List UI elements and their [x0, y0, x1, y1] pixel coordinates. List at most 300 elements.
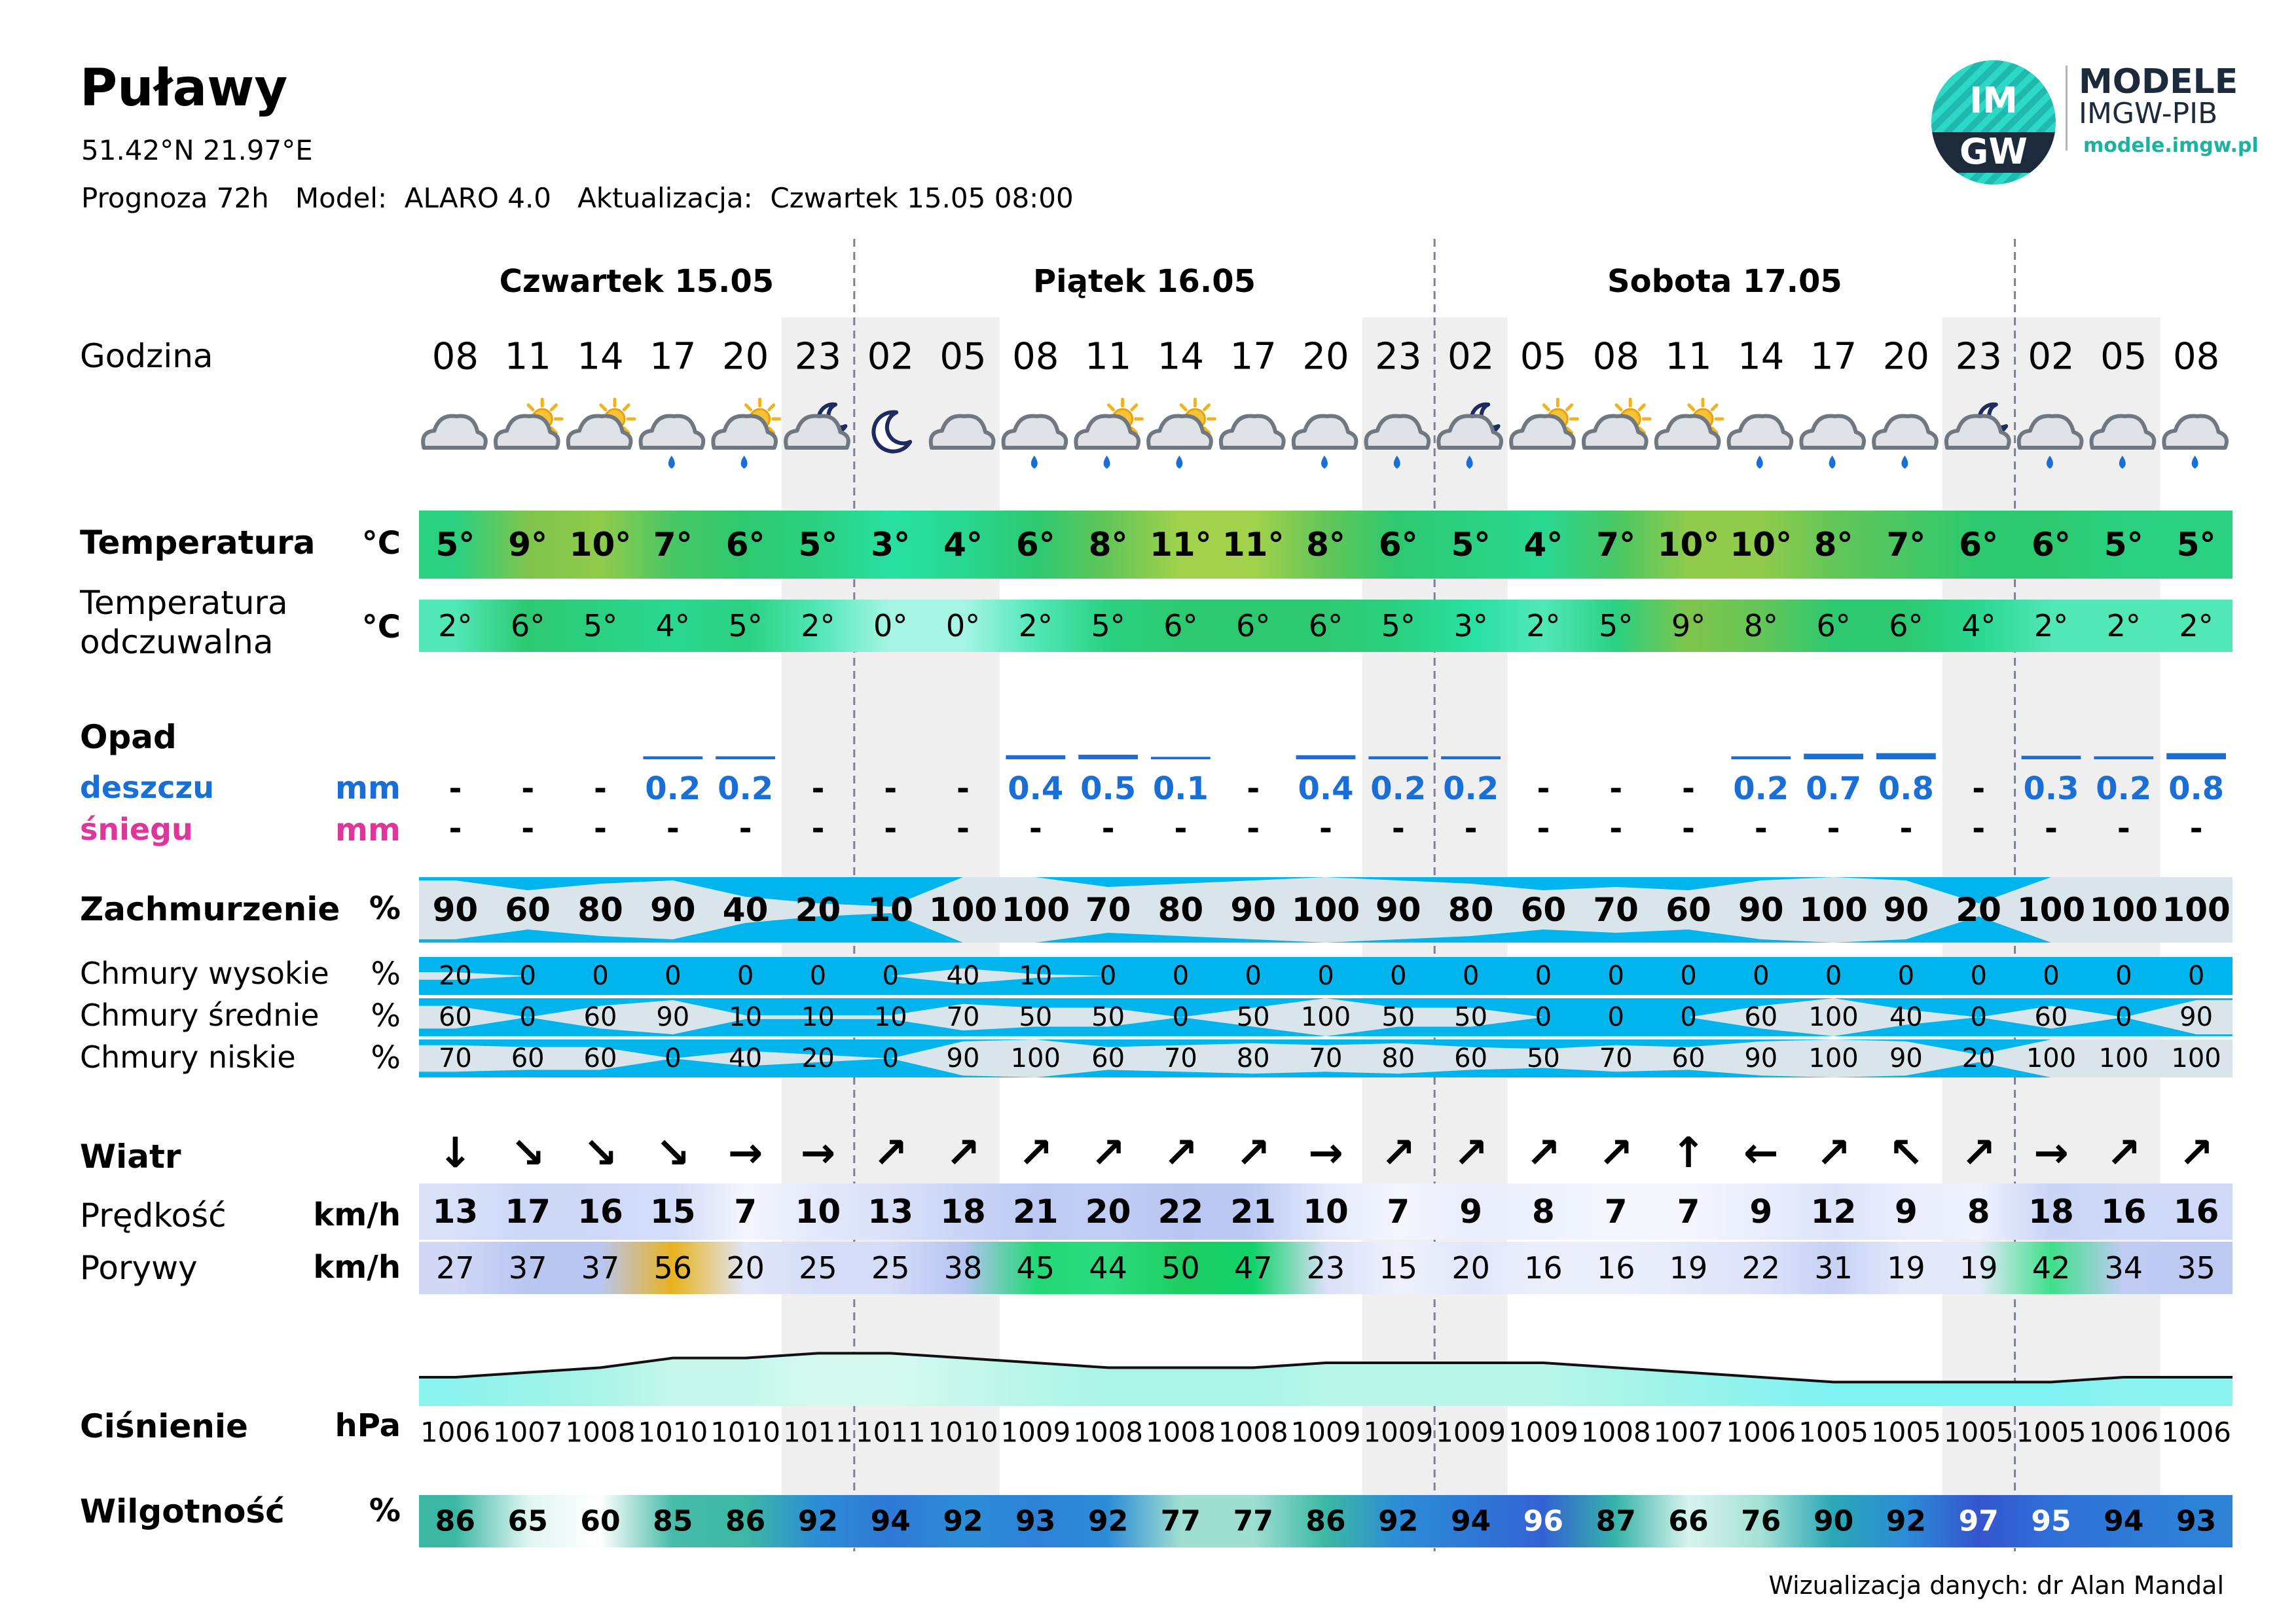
gusts-value: 31 — [1814, 1250, 1853, 1286]
hour-label: 05 — [939, 335, 987, 378]
pressure-value: 1005 — [2016, 1416, 2086, 1449]
wind-arrow-icon: ↘ — [510, 1129, 546, 1178]
cloud-high-value: 0 — [1390, 961, 1407, 991]
wind-speed-value: 17 — [505, 1193, 551, 1231]
humidity-value: 77 — [1233, 1504, 1273, 1538]
day-title: Sobota 17.05 — [1607, 263, 1842, 300]
weather-cloud-icon — [1221, 416, 1284, 448]
weather-cloud-rain-icon — [1801, 416, 1864, 469]
weather-cloud-icon — [423, 416, 486, 448]
weather-cloud-rain-icon — [2164, 416, 2227, 469]
sun-ray — [1205, 405, 1209, 410]
snow-value: - — [2117, 810, 2130, 847]
temperature-value: 8° — [1813, 526, 1853, 564]
label-snow: śniegu — [80, 812, 193, 847]
cloud-high-value: 0 — [2187, 961, 2205, 991]
feels-like-value: 5° — [583, 608, 618, 643]
forecast-meta: Prognoza 72h Model: ALARO 4.0 Aktualizacja: Czwartek 15.05 08:00 — [81, 182, 1074, 214]
cloud-low-value: 50 — [1526, 1043, 1560, 1074]
label-feels-like-2: odczuwalna — [80, 623, 274, 661]
gusts-value: 45 — [1016, 1250, 1055, 1286]
pressure-value: 1008 — [1218, 1416, 1288, 1449]
hour-label: 20 — [721, 335, 769, 378]
weather-cloud-rain-icon — [1874, 416, 1937, 469]
gusts-value: 37 — [581, 1250, 620, 1286]
wind-arrow-icon: ↗ — [2105, 1129, 2141, 1178]
gusts-value: 37 — [508, 1250, 547, 1286]
pressure-value: 1005 — [1943, 1416, 2014, 1449]
unit-gusts: km/h — [313, 1249, 401, 1286]
feels-like-value: 6° — [1236, 608, 1271, 643]
unit-cloud-mid: % — [371, 998, 401, 1034]
cloud-high-value: 0 — [1970, 961, 1987, 991]
cloud-high-value: 0 — [2043, 961, 2060, 991]
cloud-shape — [2164, 416, 2227, 448]
wind-arrow-icon: ↗ — [1090, 1129, 1126, 1178]
cloud-low-value: 100 — [2171, 1043, 2221, 1074]
snow-value: - — [594, 810, 607, 847]
coordinates: 51.42°N 21.97°E — [81, 134, 313, 166]
hour-label: 08 — [2172, 335, 2220, 378]
snow-value: - — [1827, 810, 1840, 847]
feels-like-value: 5° — [728, 608, 763, 643]
wind-speed-value: 7 — [1604, 1193, 1628, 1231]
cloud-mid-value: 0 — [1680, 1002, 1697, 1032]
cloud-total-value: 100 — [1799, 891, 1868, 929]
cloud-mid-value: 60 — [583, 1002, 617, 1032]
hour-label: 02 — [867, 335, 914, 378]
rain-bar — [716, 756, 775, 759]
wind-speed-value: 8 — [1532, 1193, 1555, 1231]
feels-like-value: 4° — [1961, 608, 1996, 643]
cloud-high-value: 0 — [1462, 961, 1480, 991]
cloud-low-value: 90 — [946, 1043, 980, 1074]
wind-speed-value: 7 — [1387, 1193, 1410, 1231]
humidity-value: 94 — [870, 1504, 911, 1538]
wind-arrow-icon: ↗ — [1598, 1129, 1634, 1178]
cloud-shape — [1801, 416, 1864, 448]
sun-ray — [746, 405, 750, 410]
temperature-value: 7° — [653, 526, 693, 564]
hour-label: 05 — [1520, 335, 1567, 378]
pressure-value: 1009 — [1290, 1416, 1361, 1449]
wind-speed-value: 13 — [867, 1193, 913, 1231]
rain-value: - — [1682, 770, 1695, 807]
humidity-value: 92 — [1087, 1504, 1129, 1538]
pressure-value: 1011 — [782, 1416, 853, 1449]
hour-label: 17 — [1230, 335, 1277, 378]
temperature-value: 10° — [569, 526, 632, 564]
rain-value: 0.2 — [1733, 770, 1789, 807]
snow-value: - — [1029, 810, 1042, 847]
humidity-value: 86 — [725, 1504, 766, 1538]
wind-speed-value: 18 — [940, 1193, 986, 1231]
wind-speed-value: 16 — [577, 1193, 623, 1231]
sun-ray — [528, 405, 533, 410]
cloud-mid-value: 50 — [1454, 1002, 1488, 1032]
cloud-high-value: 40 — [946, 961, 980, 991]
feels-like-value: 0° — [873, 608, 908, 643]
rain-value: - — [957, 770, 970, 807]
cloud-low-value: 100 — [2026, 1043, 2077, 1074]
pressure-value: 1008 — [1580, 1416, 1651, 1449]
rain-drop — [668, 456, 675, 469]
cloud-mid-value: 50 — [1091, 1002, 1125, 1032]
cloud-total-value: 90 — [432, 891, 479, 929]
feels-like-value: 2° — [1526, 608, 1561, 643]
snow-value: - — [2045, 810, 2058, 847]
temperature-value: 3° — [871, 526, 911, 564]
logo-subtitle: IMGW-PIB — [2079, 97, 2218, 130]
cloud-total-value: 80 — [1157, 891, 1204, 929]
weather-cloud-rain-icon — [1729, 416, 1792, 469]
rain-value: - — [811, 770, 825, 807]
gusts-value: 44 — [1089, 1250, 1127, 1286]
temperature-value: 6° — [725, 526, 765, 564]
cloud-total-value: 90 — [1376, 891, 1421, 929]
city-title: Puławy — [80, 59, 288, 118]
pressure-value: 1011 — [855, 1416, 926, 1449]
wind-speed-value: 20 — [1085, 1193, 1131, 1231]
feels-like-value: 2° — [1018, 608, 1053, 643]
rain-bar — [1731, 756, 1791, 759]
cloud-shape — [1874, 416, 1937, 448]
label-cloud-mid: Chmury średnie — [80, 998, 319, 1033]
cloud-shape — [1729, 416, 1792, 448]
cloud-low-value: 60 — [1091, 1043, 1125, 1074]
cloud-shape — [423, 416, 486, 448]
gusts-value: 27 — [436, 1250, 475, 1286]
cloud-high-value: 0 — [1897, 961, 1915, 991]
weather-partly-sunny-rain-icon — [1148, 399, 1214, 469]
pressure-value: 1010 — [928, 1416, 998, 1449]
temperature-value: 6° — [1015, 526, 1055, 564]
pressure-value: 1007 — [492, 1416, 563, 1449]
rain-value: - — [1972, 770, 1986, 807]
wind-speed-value: 7 — [734, 1193, 757, 1231]
rain-value: 0.2 — [645, 770, 701, 807]
cloud-high-value: 0 — [1535, 961, 1552, 991]
snow-value: - — [1464, 810, 1478, 847]
unit-rain: mm — [335, 770, 401, 806]
humidity-value: 86 — [435, 1504, 476, 1538]
rain-bar — [1368, 756, 1428, 759]
temperature-value: 11° — [1222, 526, 1285, 564]
unit-feels-like: °C — [361, 609, 401, 645]
hour-label: 08 — [431, 335, 479, 378]
weather-partly-sunny-icon — [568, 399, 634, 448]
wind-speed-value: 10 — [795, 1193, 841, 1231]
temperature-value: 9° — [508, 526, 548, 564]
gusts-value: 25 — [799, 1250, 837, 1286]
cloud-total-value: 100 — [2162, 891, 2231, 929]
label-temperature: Temperatura — [80, 524, 316, 562]
logo-circle-bottom-text: GW — [1959, 131, 2028, 172]
sun-ray — [624, 405, 629, 410]
gusts-value: 22 — [1741, 1250, 1781, 1286]
wind-speed-value: 8 — [1967, 1193, 1990, 1231]
wind-speed-value: 16 — [2101, 1193, 2147, 1231]
cloud-high-value: 0 — [519, 961, 536, 991]
temperature-value: 7° — [1886, 526, 1926, 564]
snow-value: - — [884, 810, 898, 847]
humidity-value: 95 — [2031, 1504, 2071, 1538]
cloud-total-value: 90 — [650, 891, 696, 929]
rain-bar — [2022, 756, 2081, 759]
hour-label: 20 — [1302, 335, 1349, 378]
wind-speed-value: 15 — [650, 1193, 696, 1231]
gusts-value: 50 — [1161, 1250, 1200, 1286]
cloud-mid-value: 50 — [1236, 1002, 1270, 1032]
temperature-value: 8° — [1088, 526, 1128, 564]
rain-bar — [1876, 753, 1936, 759]
rain-bar — [1804, 753, 1863, 759]
weather-cloud-rain-icon — [1294, 416, 1357, 469]
cloud-mid-value: 0 — [1535, 1002, 1552, 1032]
cloud-total-value: 100 — [928, 891, 998, 929]
snow-value: - — [811, 810, 825, 847]
hour-label: 20 — [1882, 335, 1930, 378]
cloud-low-value: 100 — [1010, 1043, 1061, 1074]
gusts-value: 15 — [1379, 1250, 1418, 1286]
cloud-high-value: 0 — [1680, 961, 1697, 991]
day-title: Czwartek 15.05 — [499, 263, 774, 300]
temperature-value: 7° — [1596, 526, 1636, 564]
hour-label: 05 — [2100, 335, 2147, 378]
cloud-mid-value: 10 — [801, 1002, 835, 1032]
cloud-high-value: 0 — [665, 961, 682, 991]
hour-label: 11 — [1084, 335, 1132, 378]
unit-cloud-high: % — [371, 956, 401, 992]
feels-like-value: 6° — [1889, 608, 1923, 643]
humidity-value: 60 — [580, 1504, 621, 1538]
snow-value: - — [1972, 810, 1986, 847]
pressure-value: 1009 — [1508, 1416, 1578, 1449]
snow-value: - — [1247, 810, 1260, 847]
wind-arrow-icon: ↗ — [1453, 1129, 1489, 1178]
cloud-low-value: 90 — [1744, 1043, 1778, 1074]
pressure-value: 1005 — [1798, 1416, 1869, 1449]
humidity-value: 65 — [507, 1504, 548, 1538]
sun-ray — [1567, 405, 1572, 410]
wind-arrow-icon: ↗ — [1380, 1129, 1416, 1178]
cloud-low-value: 60 — [583, 1043, 617, 1074]
wind-speed-value: 13 — [432, 1193, 479, 1231]
rain-bar — [1441, 756, 1501, 759]
wind-arrow-icon: → — [800, 1129, 836, 1178]
hour-label: 11 — [1665, 335, 1712, 378]
rain-bar — [2094, 756, 2153, 759]
logo-title: MODELE — [2079, 62, 2238, 101]
weather-partly-sunny-rain-icon — [1076, 399, 1142, 469]
cloud-low-value: 70 — [1163, 1043, 1197, 1074]
rain-value: 0.2 — [2096, 770, 2152, 807]
sun-ray — [601, 405, 606, 410]
label-rain: deszczu — [80, 770, 215, 805]
sun-ray — [769, 405, 774, 410]
weather-partly-sunny-icon — [1511, 399, 1577, 448]
cloud-shape — [1004, 416, 1066, 448]
rain-value: 0.2 — [718, 770, 774, 807]
feels-like-value: 2° — [801, 608, 835, 643]
humidity-value: 86 — [1305, 1504, 1346, 1538]
wind-arrow-icon: ↗ — [1961, 1129, 1997, 1178]
rain-drop — [1104, 456, 1110, 469]
day-title: Piątek 16.05 — [1033, 263, 1256, 300]
cloud-high-value: 20 — [438, 961, 472, 991]
wind-speed-value: 9 — [1749, 1193, 1773, 1231]
wind-speed-value: 18 — [2028, 1193, 2074, 1231]
sun-ray — [1689, 405, 1694, 410]
rain-value: - — [884, 770, 898, 807]
cloud-low-value: 20 — [1961, 1043, 1995, 1074]
rain-value: - — [521, 770, 535, 807]
cloud-total-value: 60 — [1520, 891, 1567, 929]
wind-arrow-icon: ↗ — [1235, 1129, 1271, 1178]
cloud-low-value: 70 — [438, 1043, 472, 1074]
pressure-value: 1005 — [1870, 1416, 1941, 1449]
rain-bar — [1151, 757, 1211, 759]
gusts-value: 25 — [871, 1250, 910, 1286]
feels-like-value: 4° — [655, 608, 690, 643]
cloud-total-value: 90 — [1738, 891, 1784, 929]
cloud-high-value: 0 — [1245, 961, 1262, 991]
rain-drop — [1901, 456, 1908, 469]
pressure-value: 1006 — [1726, 1416, 1796, 1449]
temperature-value: 11° — [1150, 526, 1212, 564]
cloud-low-value: 90 — [1889, 1043, 1923, 1074]
gusts-value: 16 — [1596, 1250, 1635, 1286]
cloud-total-value: 80 — [1448, 891, 1494, 929]
cloud-mid-value: 90 — [656, 1002, 690, 1032]
pressure-value: 1007 — [1653, 1416, 1724, 1449]
cloud-total-value: 60 — [505, 891, 551, 929]
temperature-value: 10° — [1730, 526, 1793, 564]
cloud-total-value: 70 — [1593, 891, 1639, 929]
rain-value: 0.2 — [1370, 770, 1427, 807]
weather-cloud-rain-icon — [641, 416, 704, 469]
wind-arrow-icon: ← — [1743, 1129, 1779, 1178]
feels-like-value: 2° — [438, 608, 473, 643]
wind-arrow-icon: ↗ — [873, 1129, 909, 1178]
rain-value: 0.8 — [1878, 770, 1934, 807]
humidity-value: 93 — [2176, 1504, 2217, 1538]
wind-arrow-icon: ↗ — [1017, 1129, 1053, 1178]
rain-value: 0.3 — [2023, 770, 2079, 807]
cloud-low-value: 100 — [2098, 1043, 2149, 1074]
gusts-value: 19 — [1887, 1250, 1925, 1286]
snow-value: - — [521, 810, 535, 847]
humidity-value: 76 — [1741, 1504, 1781, 1538]
unit-cloud-total: % — [369, 890, 401, 927]
weather-cloud-rain-icon — [1004, 416, 1066, 469]
footer-credit: Wizualizacja danych: dr Alan Mandal — [1768, 1571, 2224, 1600]
humidity-value: 77 — [1160, 1504, 1201, 1538]
label-pressure: Ciśnienie — [80, 1407, 248, 1445]
rain-bar — [1006, 755, 1065, 759]
cloud-shape — [1294, 416, 1357, 448]
feels-like-value: 5° — [1381, 608, 1415, 643]
temperature-value: 5° — [798, 526, 838, 564]
pressure-value: 1009 — [1000, 1416, 1071, 1449]
gusts-value: 16 — [1524, 1250, 1563, 1286]
wind-arrow-icon: ↖ — [1888, 1129, 1924, 1178]
gusts-value: 23 — [1306, 1250, 1345, 1286]
wind-speed-value: 9 — [1895, 1193, 1918, 1231]
cloud-mid-value: 0 — [1172, 1002, 1190, 1032]
rain-value: 0.4 — [1298, 770, 1354, 807]
feels-like-value: 0° — [945, 608, 981, 643]
gusts-value: 42 — [2032, 1250, 2071, 1286]
wind-speed-value: 21 — [1230, 1193, 1276, 1231]
rain-value: 0.1 — [1152, 770, 1209, 807]
logo-circle-top-text: IM — [1969, 80, 2018, 121]
rain-value: 0.8 — [2168, 770, 2225, 807]
pressure-value: 1008 — [1073, 1416, 1144, 1449]
snow-value: - — [1899, 810, 1913, 847]
cloud-low-value: 80 — [1236, 1043, 1270, 1074]
feels-like-value: 6° — [1308, 608, 1343, 643]
logo-url[interactable]: modele.imgw.pl — [2083, 134, 2259, 157]
unit-pressure: hPa — [335, 1407, 401, 1444]
rain-value: - — [1247, 770, 1260, 807]
rain-drop — [2192, 456, 2198, 469]
cloud-total-value: 10 — [867, 891, 913, 929]
humidity-value: 85 — [653, 1504, 693, 1538]
temperature-value: 4° — [943, 526, 983, 564]
temperature-value: 5° — [2104, 526, 2143, 564]
hour-label: 23 — [1375, 335, 1422, 378]
label-hour: Godzina — [80, 337, 213, 375]
gusts-value: 35 — [2177, 1250, 2215, 1286]
sun-ray — [1544, 405, 1548, 410]
rain-bar — [643, 756, 702, 759]
humidity-value: 87 — [1595, 1504, 1636, 1538]
hour-label: 02 — [2028, 335, 2075, 378]
feels-like-value: 2° — [2179, 608, 2214, 643]
temperature-value: 5° — [1451, 526, 1491, 564]
cloud-total-value: 90 — [1230, 891, 1276, 929]
cloud-shape — [641, 416, 704, 448]
cloud-mid-value: 50 — [1381, 1002, 1415, 1032]
cloud-total-value: 100 — [1001, 891, 1070, 929]
cloud-mid-value: 70 — [946, 1002, 980, 1032]
feels-like-value: 2° — [2106, 608, 2141, 643]
pressure-value: 1006 — [420, 1416, 490, 1449]
hour-label: 14 — [1738, 335, 1785, 378]
feels-like-value: 2° — [2033, 608, 2069, 643]
wind-speed-value: 9 — [1459, 1193, 1482, 1231]
humidity-value: 92 — [1378, 1504, 1419, 1538]
feels-like-value: 8° — [1743, 608, 1778, 643]
wind-arrow-icon: ↑ — [1671, 1129, 1706, 1178]
hour-label: 23 — [1955, 335, 2002, 378]
rain-value: 0.7 — [1806, 770, 1862, 807]
feels-like-value: 5° — [1091, 608, 1125, 643]
cloud-total-value: 90 — [1883, 891, 1929, 929]
label-cloud-total: Zachmurzenie — [80, 890, 340, 928]
cloud-total-value: 60 — [1666, 891, 1711, 929]
cloud-mid-value: 100 — [1300, 1002, 1351, 1032]
hour-label: 08 — [1592, 335, 1639, 378]
cloud-mid-value: 100 — [1808, 1002, 1859, 1032]
temperature-value: 6° — [1378, 526, 1418, 564]
sun-ray — [1181, 405, 1186, 410]
wind-arrow-icon: ↗ — [2178, 1129, 2214, 1178]
cloud-mid-value: 10 — [729, 1002, 763, 1032]
sun-ray — [1132, 405, 1137, 410]
rain-value: 0.2 — [1443, 770, 1499, 807]
